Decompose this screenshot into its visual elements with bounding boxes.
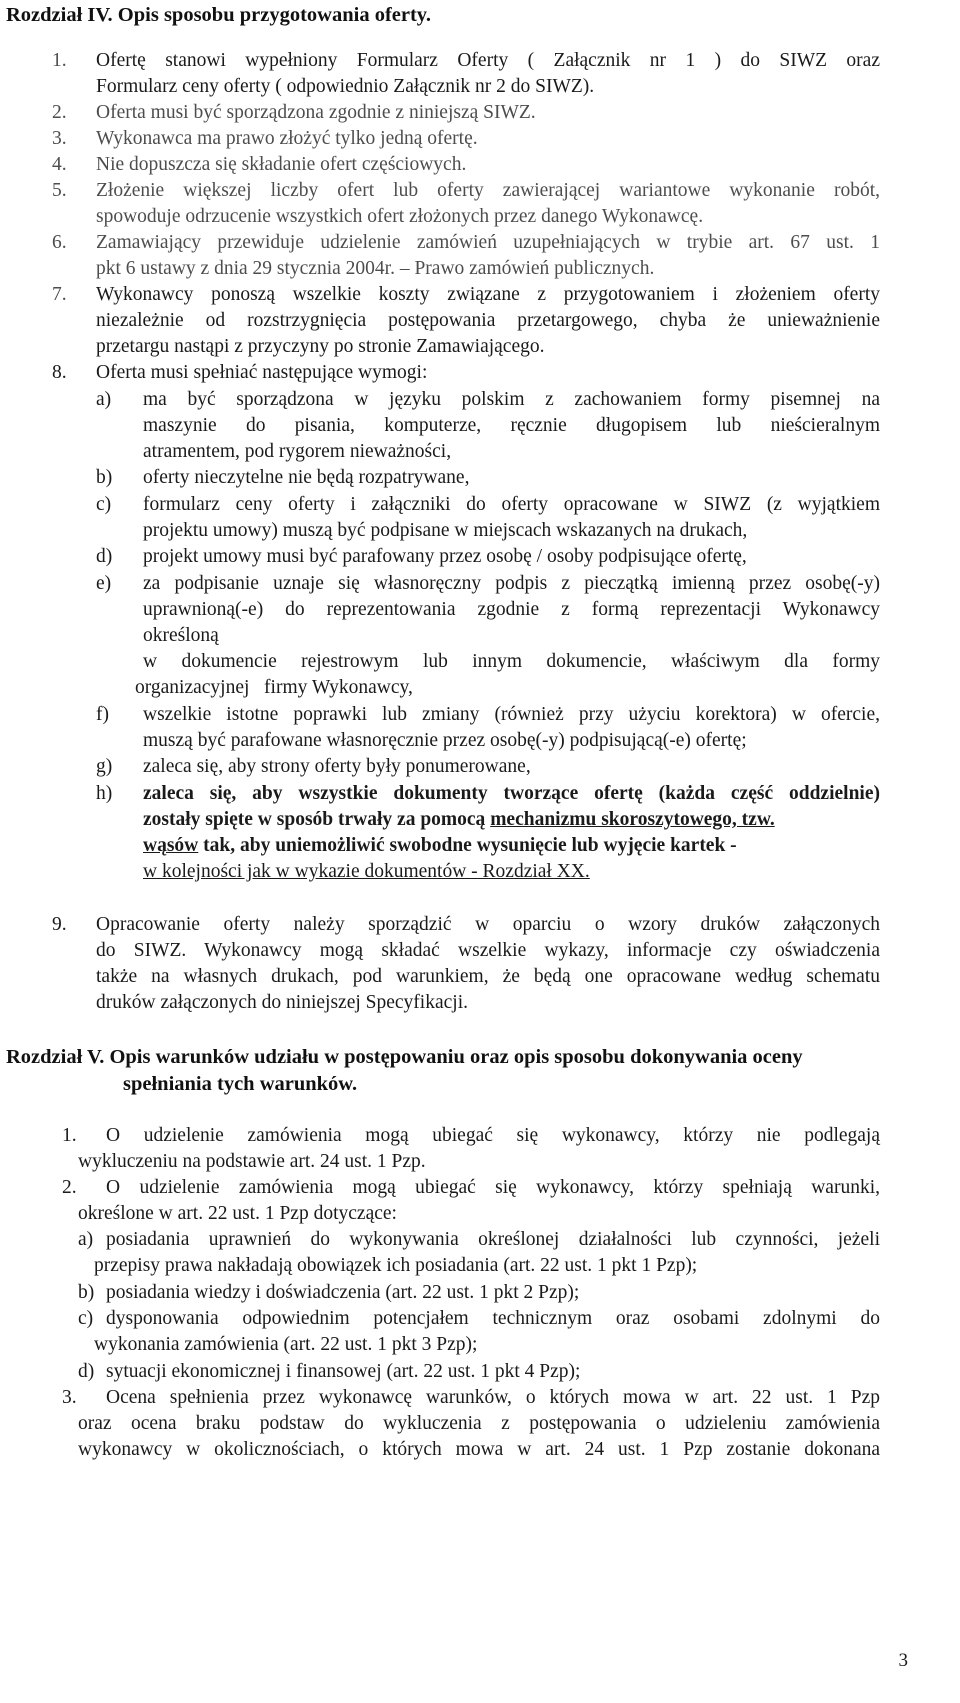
req-g-line-1: zaleca się, aby strony oferty były ponumerowane, (143, 756, 531, 777)
cond-letter: a) (78, 1229, 94, 1250)
req-c-line-1: formularz ceny oferty i załączniki do oferty opracowane w SIWZ (z wyjątkiem (143, 494, 880, 515)
s5-item-1-line-1: O udzielenie zamówienia mogą ubiegać się wykonawcy, którzy nie podlegają (106, 1125, 880, 1146)
s5-item-3-line-1: Ocena spełnienia przez wykonawcę warunków, o których mowa w art. 22 ust. 1 Pzp (106, 1387, 880, 1408)
req-h-line-3 (143, 833, 880, 859)
item-5-line-2: spowoduje odrzucenie wszystkich ofert złożonych przez danego Wykonawcę. (96, 206, 704, 227)
req-f-line-1: wszelkie istotne poprawki lub zmiany (również przy użyciu korektora) w ofercie, (143, 704, 880, 725)
item-4-line-1: Nie dopuszcza się składanie ofert częściowych. (96, 154, 467, 175)
req-f-line-2: muszą być parafowane własnoręcznie przez osobę(-y) podpisującą(-e) ofertę; (143, 730, 747, 751)
req-c-line-2: projektu umowy) muszą być podpisane w miejscach wskazanych na drukach, (143, 520, 748, 541)
req-letter: h) (96, 783, 113, 804)
cond-letter: c) (78, 1308, 94, 1329)
item-7-line-1: Wykonawcy ponoszą wszelkie koszty związane z przygotowaniem i złożeniem oferty (96, 284, 880, 305)
req-e-line-5: organizacyjnej firmy Wykonawcy, (135, 677, 413, 698)
req-h-line-3-text: tak, aby uniemożliwić swobodne wysunięcie lub wyjęcie kartek - (198, 835, 737, 856)
s5-item-3-line-2: oraz ocena braku podstaw do wykluczenia z postępowania o udzieleniu zamówienia (78, 1413, 880, 1434)
req-a-line-1: ma być sporządzona w języku polskim z zachowaniem formy pisemnej na (143, 389, 880, 410)
item-6-line-2: pkt 6 ustawy z dnia 29 stycznia 2004r. – Prawo zamówień publicznych. (96, 258, 655, 279)
req-e-line-2: uprawnioną(-e) do reprezentowania zgodnie z formą reprezentacji Wykonawcy (143, 599, 880, 620)
item-3-line-1: Wykonawca ma prawo złożyć tylko jedną ofertę. (96, 128, 478, 149)
req-e-line-3: określoną (143, 625, 219, 646)
item-number: 5. (52, 180, 67, 201)
req-h-underlined-text: mechanizmu skoroszytowego, tzw. (490, 809, 775, 830)
item-number: 2. (62, 1177, 77, 1198)
req-d-line-1: projekt umowy musi być parafowany przez osobę / osoby podpisujące ofertę, (143, 546, 747, 567)
req-letter: e) (96, 573, 112, 594)
item-6-line-1: Zamawiający przewiduje udzielenie zamówień uzupełniających w trybie art. 67 ust. 1 (96, 232, 880, 253)
section-5-heading-line-1: Rozdział V. Opis warunków udziału w postępowaniu oraz opis sposobu dokonywania oceny (6, 1046, 803, 1068)
req-letter: d) (96, 546, 113, 567)
item-number: 3. (62, 1387, 77, 1408)
item-9-line-4: druków załączonych do niniejszej Specyfikacji. (96, 992, 468, 1013)
item-number: 7. (52, 284, 67, 305)
item-number: 1. (52, 50, 67, 71)
item-2-line-1: Oferta musi być sporządzona zgodnie z niniejszą SIWZ. (96, 102, 536, 123)
item-9-line-3: także na własnych drukach, pod warunkiem, że będą one opracowane według schematu (96, 966, 880, 987)
item-9-line-1: Opracowanie oferty należy sporządzić w oparciu o wzory druków załączonych (96, 914, 880, 935)
item-number: 8. (52, 362, 67, 383)
cond-b-line-1: posiadania wiedzy i doświadczenia (art. 22 ust. 1 pkt 2 Pzp); (106, 1282, 580, 1303)
item-7-line-3: przetargu nastąpi z przyczyny po stronie Zamawiającego. (96, 336, 545, 357)
req-a-line-3: atramentem, pod rygorem nieważności, (143, 441, 452, 462)
req-h-line-2-text: zostały spięte w sposób trwały za pomocą (143, 809, 491, 830)
s5-item-2-line-1: O udzielenie zamówienia mogą ubiegać się wykonawcy, którzy spełniają warunki, (106, 1177, 880, 1198)
cond-a-line-1: posiadania uprawnień do wykonywania określonej działalności lub czynności, jeżeli (106, 1229, 880, 1250)
item-7-line-2: niezależnie od rozstrzygnięcia postępowania przetargowego, chyba że unieważnienie (96, 310, 880, 331)
page-number: 3 (898, 1650, 908, 1671)
req-h-line-2 (143, 807, 880, 833)
req-letter: g) (96, 756, 113, 777)
req-h-underlined-text: wąsów (143, 835, 199, 856)
cond-c-line-1: dysponowania odpowiednim potencjałem technicznym oraz osobami zdolnymi do (106, 1308, 880, 1329)
cond-letter: d) (78, 1361, 95, 1382)
s5-item-1-line-2: wykluczeniu na podstawie art. 24 ust. 1 Pzp. (78, 1151, 426, 1172)
section-5-heading-line-2: spełniania tych warunków. (123, 1073, 358, 1095)
req-a-line-2: maszynie do pisania, komputerze, ręcznie długopisem lub nieścieralnym (143, 415, 880, 436)
s5-item-3-line-3: wykonawcy w okolicznościach, o których mowa w art. 24 ust. 1 Pzp zostanie dokonana (78, 1439, 880, 1460)
cond-a-line-2: przepisy prawa nakładają obowiązek ich posiadania (art. 22 ust. 1 pkt 1 Pzp); (94, 1255, 698, 1276)
item-number: 6. (52, 232, 67, 253)
req-h-line-1: zaleca się, aby wszystkie dokumenty tworzące ofertę (każda część oddzielnie) (143, 783, 880, 804)
s5-item-2-line-2: określone w art. 22 ust. 1 Pzp dotyczące: (78, 1203, 397, 1224)
item-9-line-2: do SIWZ. Wykonawcy mogą składać wszelkie wykazy, informacje czy oświadczenia (96, 940, 880, 961)
req-letter: b) (96, 467, 113, 488)
section-4-heading: Rozdział IV. Opis sposobu przygotowania oferty. (6, 4, 432, 26)
item-number: 9. (52, 914, 67, 935)
item-number: 4. (52, 154, 67, 175)
item-number: 1. (62, 1125, 77, 1146)
req-letter: f) (96, 704, 109, 725)
req-b-line-1: oferty nieczytelne nie będą rozpatrywane, (143, 467, 470, 488)
cond-letter: b) (78, 1282, 95, 1303)
item-5-line-1: Złożenie większej liczby ofert lub oferty zawierającej wariantowe wykonanie robót, (96, 180, 880, 201)
req-h-line-4: w kolejności jak w wykazie dokumentów - Rozdział XX. (143, 861, 590, 882)
req-letter: c) (96, 494, 112, 515)
item-1-line-1: Ofertę stanowi wypełniony Formularz Oferty ( Załącznik nr 1 ) do SIWZ oraz (96, 50, 880, 71)
req-e-line-4: w dokumencie rejestrowym lub innym dokumencie, właściwym dla formy (143, 651, 880, 672)
cond-d-line-1: sytuacji ekonomicznej i finansowej (art. 22 ust. 1 pkt 4 Pzp); (106, 1361, 581, 1382)
item-number: 2. (52, 102, 67, 123)
req-letter: a) (96, 389, 112, 410)
req-e-line-1: za podpisanie uznaje się własnoręczny podpis z pieczątką imienną przez osobę(-y) (143, 573, 880, 594)
item-1-line-2: Formularz ceny oferty ( odpowiednio Załącznik nr 2 do SIWZ). (96, 76, 595, 97)
item-number: 3. (52, 128, 67, 149)
item-8-line-1: Oferta musi spełniać następujące wymogi: (96, 362, 428, 383)
cond-c-line-2: wykonania zamówienia (art. 22 ust. 1 pkt 3 Pzp); (94, 1334, 478, 1355)
